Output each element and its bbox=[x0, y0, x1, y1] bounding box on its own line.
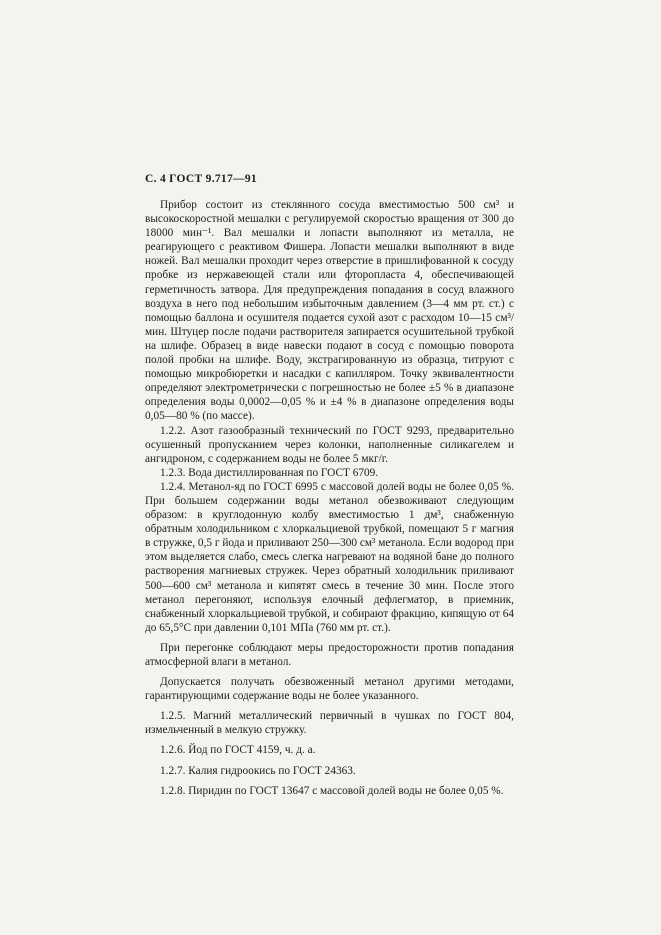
paragraph-device-description: Прибор состоит из стеклянного сосуда вместимостью 500 см³ и высокоскоростной мешалки с регулируемой скоростью вращения от 300 до 18000 мин⁻¹. Вал мешалки и лопасти выполняют из металла, не реагирующего с реактивом Фишера. Лопасти мешалки выполняют в виде ножей. Вал мешалки проходит через отверстие в пришлифованной к сосуду пробке из нержавеющей стали или фторопласта 4, обеспечивающей герметичность затвора. Для предупреждения попадания в сосуд влажного воздуха в него под небольшим избыточным давлением (3—4 мм рт. ст.) с помощью баллона и осушителя подается сухой азот с расходом 10—15 см³/мин. Штуцер после подачи растворителя запирается осушительной трубкой на шлифе. Образец в виде навески подают в сосуд с помощью поворота полой пробки на шлифе. Воду, экстрагированную из образца, титруют с помощью микробюретки и насадки с капилляром. Точку эквивалентности определяют электрометрически с погрешностью не более ±5 % в диапазоне определения воды 0,0002—0,05 % и ±4 % в диапазоне определения воды 0,05—80 % (по массе). bbox=[145, 199, 514, 423]
document-body bbox=[145, 198, 514, 798]
paragraph-1-2-5: 1.2.5. Магний металлический первичный в чушках по ГОСТ 804, измельченный в мелкую стружку. bbox=[145, 710, 514, 737]
paragraph-distillation-note: При перегонке соблюдают меры предосторожности против попадания атмосферной влаги в метанол. bbox=[145, 641, 514, 668]
paragraph-alternative-methods: Допускается получать обезвоженный метанол другими методами, гарантирующими содержание воды не более указанного. bbox=[145, 676, 514, 703]
paragraph-1-2-3: 1.2.3. Вода дистиллированная по ГОСТ 6709. bbox=[160, 466, 379, 479]
paragraph-1-2-6: 1.2.6. Йод по ГОСТ 4159, ч. д. а. bbox=[160, 744, 316, 757]
paragraph-1-2-7: 1.2.7. Калия гидроокись по ГОСТ 24363. bbox=[160, 764, 356, 777]
paragraph-1-2-8: 1.2.8. Пиридин по ГОСТ 13647 с массовой долей воды не более 0,05 %. bbox=[160, 784, 504, 797]
paragraph-1-2-2: 1.2.2. Азот газообразный технический по ГОСТ 9293, предварительно осушенный пропусканием через колонки, наполненные силикагелем и ангидроном, с содержанием воды не более 5 мкг/г. bbox=[145, 424, 514, 465]
page-header: С. 4 ГОСТ 9.717—91 bbox=[145, 173, 257, 185]
paragraph-1-2-4: 1.2.4. Метанол-яд по ГОСТ 6995 с массовой долей воды не более 0,05 %. При большем содержании воды метанол обезвоживают следующим образом: в круглодонную колбу вместимостью 1 дм³, снабженную обратным холодильником с хлоркальциевой трубкой, помещают 5 г магния в стружке, 0,5 г йода и приливают 250—300 см³ метанола. Если водород при этом выделяется слабо, смесь слегка нагревают на водяной бане до полного растворения магниевых стружек. Через обратный холодильник приливают 500—600 см³ метанола и кипятят смесь в течение 30 мин. После этого метанол перегоняют, используя елочный дефлегматор, в приемник, снабженный хлоркальциевой трубкой, и собирают фракцию, кипящую от 64 до 65,5°С при давлении 0,101 МПа (760 мм рт. ст.). bbox=[145, 480, 514, 634]
